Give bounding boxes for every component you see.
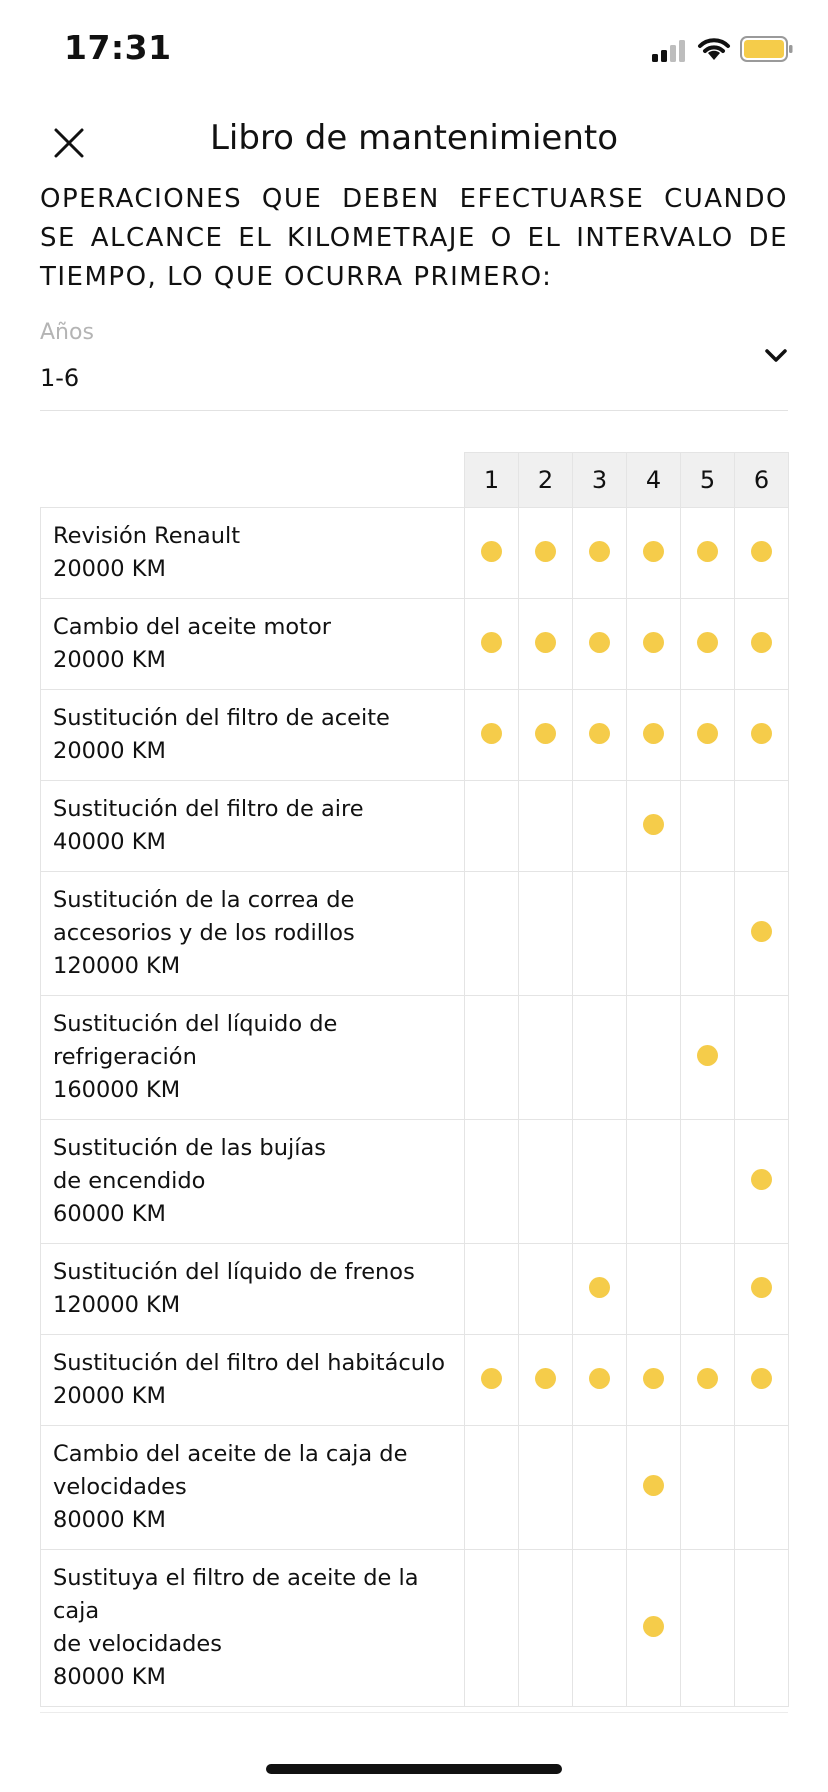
year-cell xyxy=(573,1426,627,1550)
year-cell xyxy=(627,872,681,996)
operation-name: Sustitución del líquido de xyxy=(53,1011,338,1037)
year-cell xyxy=(465,1550,519,1707)
year-cell xyxy=(735,872,789,996)
year-cell xyxy=(735,1120,789,1244)
year-cell xyxy=(573,781,627,872)
year-cell xyxy=(735,1335,789,1426)
scheduled-dot xyxy=(589,632,610,653)
scheduled-dot xyxy=(535,723,556,744)
scheduled-dot xyxy=(751,723,772,744)
operation-interval: 60000 KM xyxy=(53,1201,166,1227)
operation-cell xyxy=(41,781,465,872)
operation-name: de velocidades xyxy=(53,1631,222,1657)
status-bar xyxy=(0,0,828,100)
operation-name: refrigeración xyxy=(53,1044,197,1070)
year-cell xyxy=(627,996,681,1120)
year-cell xyxy=(519,508,573,599)
year-cell xyxy=(735,1426,789,1550)
year-cell xyxy=(465,1335,519,1426)
operation-name: Cambio del aceite motor xyxy=(53,614,331,640)
scheduled-dot xyxy=(751,1277,772,1298)
year-cell xyxy=(735,781,789,872)
year-cell xyxy=(735,1244,789,1335)
scheduled-dot xyxy=(535,1368,556,1389)
operation-interval: 120000 KM xyxy=(53,1292,181,1318)
home-indicator[interactable] xyxy=(266,1764,562,1774)
year-cell xyxy=(627,1335,681,1426)
year-cell xyxy=(573,996,627,1120)
year-column-header: 5 xyxy=(681,453,735,508)
year-cell xyxy=(681,508,735,599)
scheduled-dot xyxy=(751,1368,772,1389)
year-cell xyxy=(681,872,735,996)
operation-interval: 20000 KM xyxy=(53,647,166,673)
year-cell xyxy=(627,599,681,690)
year-cell xyxy=(681,599,735,690)
year-cell xyxy=(735,508,789,599)
scheduled-dot xyxy=(643,541,664,562)
year-column-header: 4 xyxy=(627,453,681,508)
cellular-signal-icon xyxy=(652,40,688,62)
operation-interval: 80000 KM xyxy=(53,1507,166,1533)
wifi-icon xyxy=(697,36,731,62)
year-cell xyxy=(573,1335,627,1426)
year-cell xyxy=(465,1426,519,1550)
year-cell xyxy=(681,1244,735,1335)
scheduled-dot xyxy=(643,1616,664,1637)
table-row xyxy=(41,1120,789,1244)
operation-name: Sustitución del filtro de aceite xyxy=(53,705,390,731)
year-cell xyxy=(627,1244,681,1335)
table-row xyxy=(41,1244,789,1335)
year-cell xyxy=(573,1244,627,1335)
year-cell xyxy=(735,690,789,781)
table-row xyxy=(41,1335,789,1426)
table-row xyxy=(41,599,789,690)
scheduled-dot xyxy=(481,632,502,653)
scheduled-dot xyxy=(697,1045,718,1066)
year-cell xyxy=(681,996,735,1120)
scheduled-dot xyxy=(643,723,664,744)
operation-name: Sustitución del líquido de frenos xyxy=(53,1259,415,1285)
year-cell xyxy=(519,1120,573,1244)
operation-cell xyxy=(41,599,465,690)
scheduled-dot xyxy=(697,632,718,653)
year-cell xyxy=(573,599,627,690)
table-row xyxy=(41,690,789,781)
year-cell xyxy=(519,872,573,996)
years-select-label: Años xyxy=(40,320,94,345)
scheduled-dot xyxy=(751,541,772,562)
year-cell xyxy=(519,1335,573,1426)
scheduled-dot xyxy=(751,921,772,942)
year-cell xyxy=(735,599,789,690)
status-time: 17:31 xyxy=(64,28,172,67)
scheduled-dot xyxy=(643,632,664,653)
year-cell xyxy=(519,1426,573,1550)
scheduled-dot xyxy=(751,632,772,653)
year-cell xyxy=(573,1550,627,1707)
year-cell xyxy=(573,508,627,599)
year-cell xyxy=(735,1550,789,1707)
operation-cell xyxy=(41,1426,465,1550)
scheduled-dot xyxy=(589,1368,610,1389)
year-column-header: 3 xyxy=(573,453,627,508)
operation-name: Sustitución del filtro de aire xyxy=(53,796,364,822)
year-cell xyxy=(627,1120,681,1244)
intro-text: OPERACIONES QUE DEBEN EFECTUARSE CUANDO SE ALCANCE EL KILOMETRAJE O EL INTERVALO DE TIEMPO, LO QUE OCURRA PRIMERO: xyxy=(40,184,788,292)
operation-interval: 80000 KM xyxy=(53,1664,166,1690)
table-row xyxy=(41,872,789,996)
operation-name: accesorios y de los rodillos xyxy=(53,920,355,946)
header xyxy=(0,110,828,172)
table-row xyxy=(41,508,789,599)
year-cell xyxy=(465,1120,519,1244)
scheduled-dot xyxy=(643,814,664,835)
year-cell xyxy=(519,1244,573,1335)
years-select-value: 1-6 xyxy=(40,364,80,392)
year-cell xyxy=(681,1550,735,1707)
scheduled-dot xyxy=(697,541,718,562)
scheduled-dot xyxy=(589,1277,610,1298)
scheduled-dot xyxy=(643,1368,664,1389)
scheduled-dot xyxy=(697,1368,718,1389)
year-column-header: 6 xyxy=(735,453,789,508)
table-header-row xyxy=(41,453,789,508)
chevron-down-icon xyxy=(764,348,788,364)
year-column-header: 1 xyxy=(465,453,519,508)
operation-interval: 20000 KM xyxy=(53,1383,166,1409)
scheduled-dot xyxy=(535,541,556,562)
year-column-header: 2 xyxy=(519,453,573,508)
operation-interval: 120000 KM xyxy=(53,953,181,979)
scheduled-dot xyxy=(481,1368,502,1389)
year-cell xyxy=(627,1550,681,1707)
year-cell xyxy=(465,508,519,599)
operation-name: Sustituya el filtro de aceite de la caja xyxy=(53,1565,419,1624)
year-cell xyxy=(735,996,789,1120)
operation-name: Sustitución de la correa de xyxy=(53,887,355,913)
table-header-blank xyxy=(41,453,465,508)
scheduled-dot xyxy=(643,1475,664,1496)
scheduled-dot xyxy=(481,723,502,744)
years-select[interactable] xyxy=(40,318,788,411)
scheduled-dot xyxy=(697,723,718,744)
operation-cell xyxy=(41,872,465,996)
year-cell xyxy=(681,1120,735,1244)
year-cell xyxy=(681,781,735,872)
operation-cell xyxy=(41,1244,465,1335)
table-row xyxy=(41,1550,789,1707)
maintenance-table xyxy=(40,452,788,1707)
operation-name: de encendido xyxy=(53,1168,206,1194)
year-cell xyxy=(681,690,735,781)
battery-icon xyxy=(740,36,794,62)
operation-name: Sustitución del filtro del habitáculo xyxy=(53,1350,446,1376)
year-cell xyxy=(519,599,573,690)
year-cell xyxy=(573,690,627,781)
operation-cell xyxy=(41,1120,465,1244)
divider xyxy=(40,1712,788,1713)
page-title: Libro de mantenimiento xyxy=(209,118,619,158)
year-cell xyxy=(519,996,573,1120)
scheduled-dot xyxy=(751,1169,772,1190)
operation-interval: 20000 KM xyxy=(53,738,166,764)
operation-interval: 160000 KM xyxy=(53,1077,181,1103)
scheduled-dot xyxy=(535,632,556,653)
operation-interval: 40000 KM xyxy=(53,829,166,855)
year-cell xyxy=(573,872,627,996)
year-cell xyxy=(681,1426,735,1550)
operation-interval: 20000 KM xyxy=(53,556,166,582)
year-cell xyxy=(465,1244,519,1335)
operation-name: Sustitución de las bujías xyxy=(53,1135,326,1161)
operation-name: Cambio del aceite de la caja de xyxy=(53,1441,408,1467)
table-row xyxy=(41,1426,789,1550)
operation-name: velocidades xyxy=(53,1474,187,1500)
operation-name: Revisión Renault xyxy=(53,523,241,549)
year-cell xyxy=(519,1550,573,1707)
year-cell xyxy=(627,781,681,872)
scheduled-dot xyxy=(589,723,610,744)
year-cell xyxy=(519,781,573,872)
operation-cell xyxy=(41,1335,465,1426)
year-cell xyxy=(465,599,519,690)
year-cell xyxy=(519,690,573,781)
year-cell xyxy=(573,1120,627,1244)
year-cell xyxy=(627,690,681,781)
year-cell xyxy=(465,781,519,872)
operation-cell xyxy=(41,996,465,1120)
table-row xyxy=(41,781,789,872)
table-row xyxy=(41,996,789,1120)
year-cell xyxy=(681,1335,735,1426)
year-cell xyxy=(627,1426,681,1550)
year-cell xyxy=(465,872,519,996)
scheduled-dot xyxy=(481,541,502,562)
year-cell xyxy=(627,508,681,599)
year-cell xyxy=(465,996,519,1120)
operation-cell xyxy=(41,690,465,781)
scheduled-dot xyxy=(589,541,610,562)
year-cell xyxy=(465,690,519,781)
operation-cell xyxy=(41,1550,465,1707)
operation-cell xyxy=(41,508,465,599)
